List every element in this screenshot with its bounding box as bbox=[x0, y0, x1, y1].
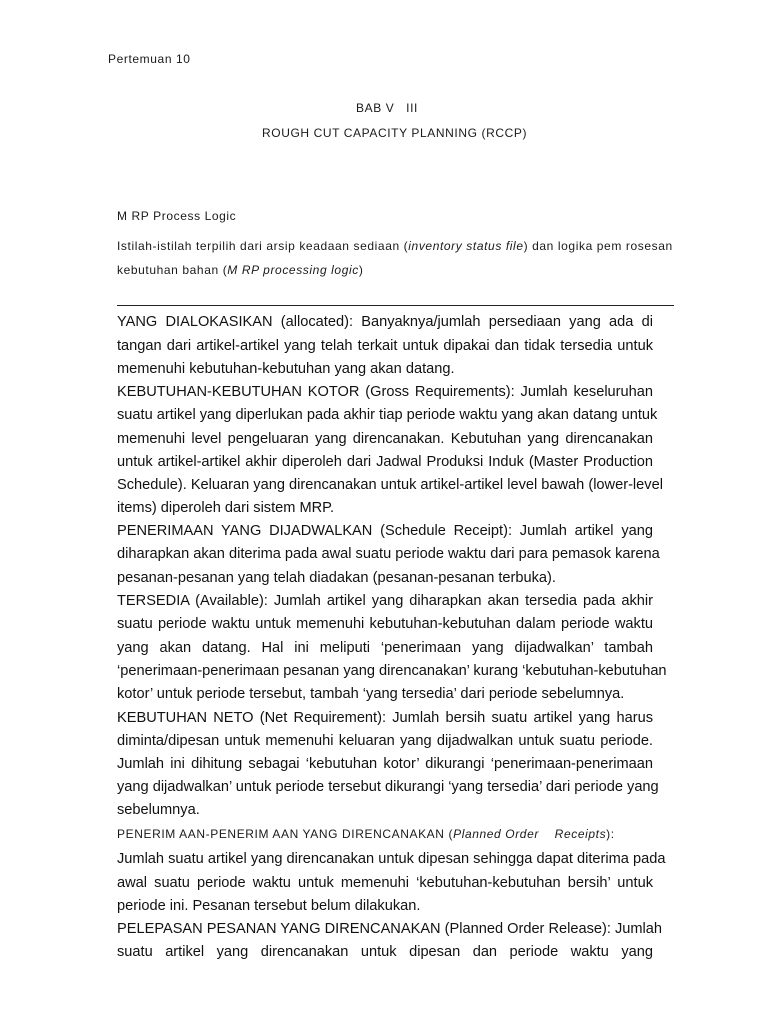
text-line: periode ini. Pesanan tersebut belum dilakukan. bbox=[117, 898, 421, 914]
text-line: Jumlah ini dihitung sebagai ‘kebutuhan kotor’ dikurangi ‘penerimaan-penerimaan bbox=[117, 756, 653, 772]
text-line: tangan dari artikel-artikel yang telah terkait untuk dipakai dan tidak tersedia untuk bbox=[117, 338, 653, 354]
text-line: pesanan-pesanan yang telah diadakan (pesanan-pesanan terbuka). bbox=[117, 570, 556, 586]
text-line: awal suatu periode waktu untuk memenuhi ‘kebutuhan-kebutuhan bersih’ untuk bbox=[117, 875, 653, 891]
text-line: KEBUTUHAN-KEBUTUHAN KOTOR (Gross Requirements): Jumlah keseluruhan bbox=[117, 384, 653, 400]
text-line: Jumlah suatu artikel yang direncanakan untuk dipesan sehingga dapat diterima pada bbox=[117, 851, 666, 867]
text-line: yang akan datang. Hal ini meliputi ‘penerimaan yang dijadwalkan’ tambah bbox=[117, 640, 653, 656]
text-line: PELEPASAN PESANAN YANG DIRENCANAKAN (Planned Order Release): Jumlah bbox=[117, 921, 663, 937]
meeting-label: Pertemuan 10 bbox=[108, 52, 191, 66]
text-line: kotor’ untuk periode tersebut, tambah ‘yang tersedia’ dari periode sebelumnya. bbox=[117, 686, 625, 702]
text-line: suatu artikel yang direncanakan untuk dipesan dan periode waktu yang bbox=[117, 944, 653, 960]
text-line: yang dijadwalkan’ untuk periode tersebut dikurangi ‘yang tersedia’ dari periode yang bbox=[117, 779, 659, 795]
planned-receipts-heading: PENERIM AAN-PENERIM AAN YANG DIRENCANAKAN (Planned Order Receipts): bbox=[117, 827, 615, 841]
text-line: suatu periode waktu untuk memenuhi kebutuhan-kebutuhan dalam periode waktu bbox=[117, 616, 653, 632]
text-line: memenuhi kebutuhan-kebutuhan yang akan datang. bbox=[117, 361, 455, 377]
text-line: memenuhi level pengeluaran yang direncanakan. Kebutuhan yang direncanakan bbox=[117, 431, 653, 447]
intro-line-1: Istilah-istilah terpilih dari arsip keadaan sediaan (inventory status file) dan logika pem rosesan bbox=[117, 239, 673, 253]
text-line: suatu artikel yang diperlukan pada akhir tiap periode waktu yang akan datang untuk bbox=[117, 407, 658, 423]
text-line: diharapkan akan diterima pada awal suatu periode waktu dari para pemasok karena bbox=[117, 546, 660, 562]
divider bbox=[117, 305, 674, 306]
text-line: sebelumnya. bbox=[117, 802, 200, 818]
text-line: YANG DIALOKASIKAN (allocated): Banyaknya/jumlah persediaan yang ada di bbox=[117, 314, 653, 330]
text-line: diminta/dipesan untuk memenuhi keluaran yang dijadwalkan untuk suatu periode. bbox=[117, 733, 653, 749]
intro-line-2: kebutuhan bahan (M RP processing logic) bbox=[117, 263, 364, 277]
text-line: items) diperoleh dari sistem MRP. bbox=[117, 500, 335, 516]
text-line: TERSEDIA (Available): Jumlah artikel yang diharapkan akan tersedia pada akhir bbox=[117, 593, 653, 609]
text-line: untuk artikel-artikel akhir diperoleh dari Jadwal Produksi Induk (Master Production bbox=[117, 454, 653, 470]
chapter-title: BAB V III bbox=[356, 101, 418, 115]
text-line: ‘penerimaan-penerimaan pesanan yang direncanakan’ kurang ‘kebutuhan-kebutuhan bbox=[117, 663, 667, 679]
chapter-subtitle: ROUGH CUT CAPACITY PLANNING (RCCP) bbox=[262, 126, 528, 140]
text-line: PENERIMAAN YANG DIJADWALKAN (Schedule Receipt): Jumlah artikel yang bbox=[117, 523, 653, 539]
section-heading: M RP Process Logic bbox=[117, 209, 237, 223]
text-line: Schedule). Keluaran yang direncanakan untuk artikel-artikel level bawah (lower-level bbox=[117, 477, 663, 493]
text-line: KEBUTUHAN NETO (Net Requirement): Jumlah bersih suatu artikel yang harus bbox=[117, 710, 653, 726]
